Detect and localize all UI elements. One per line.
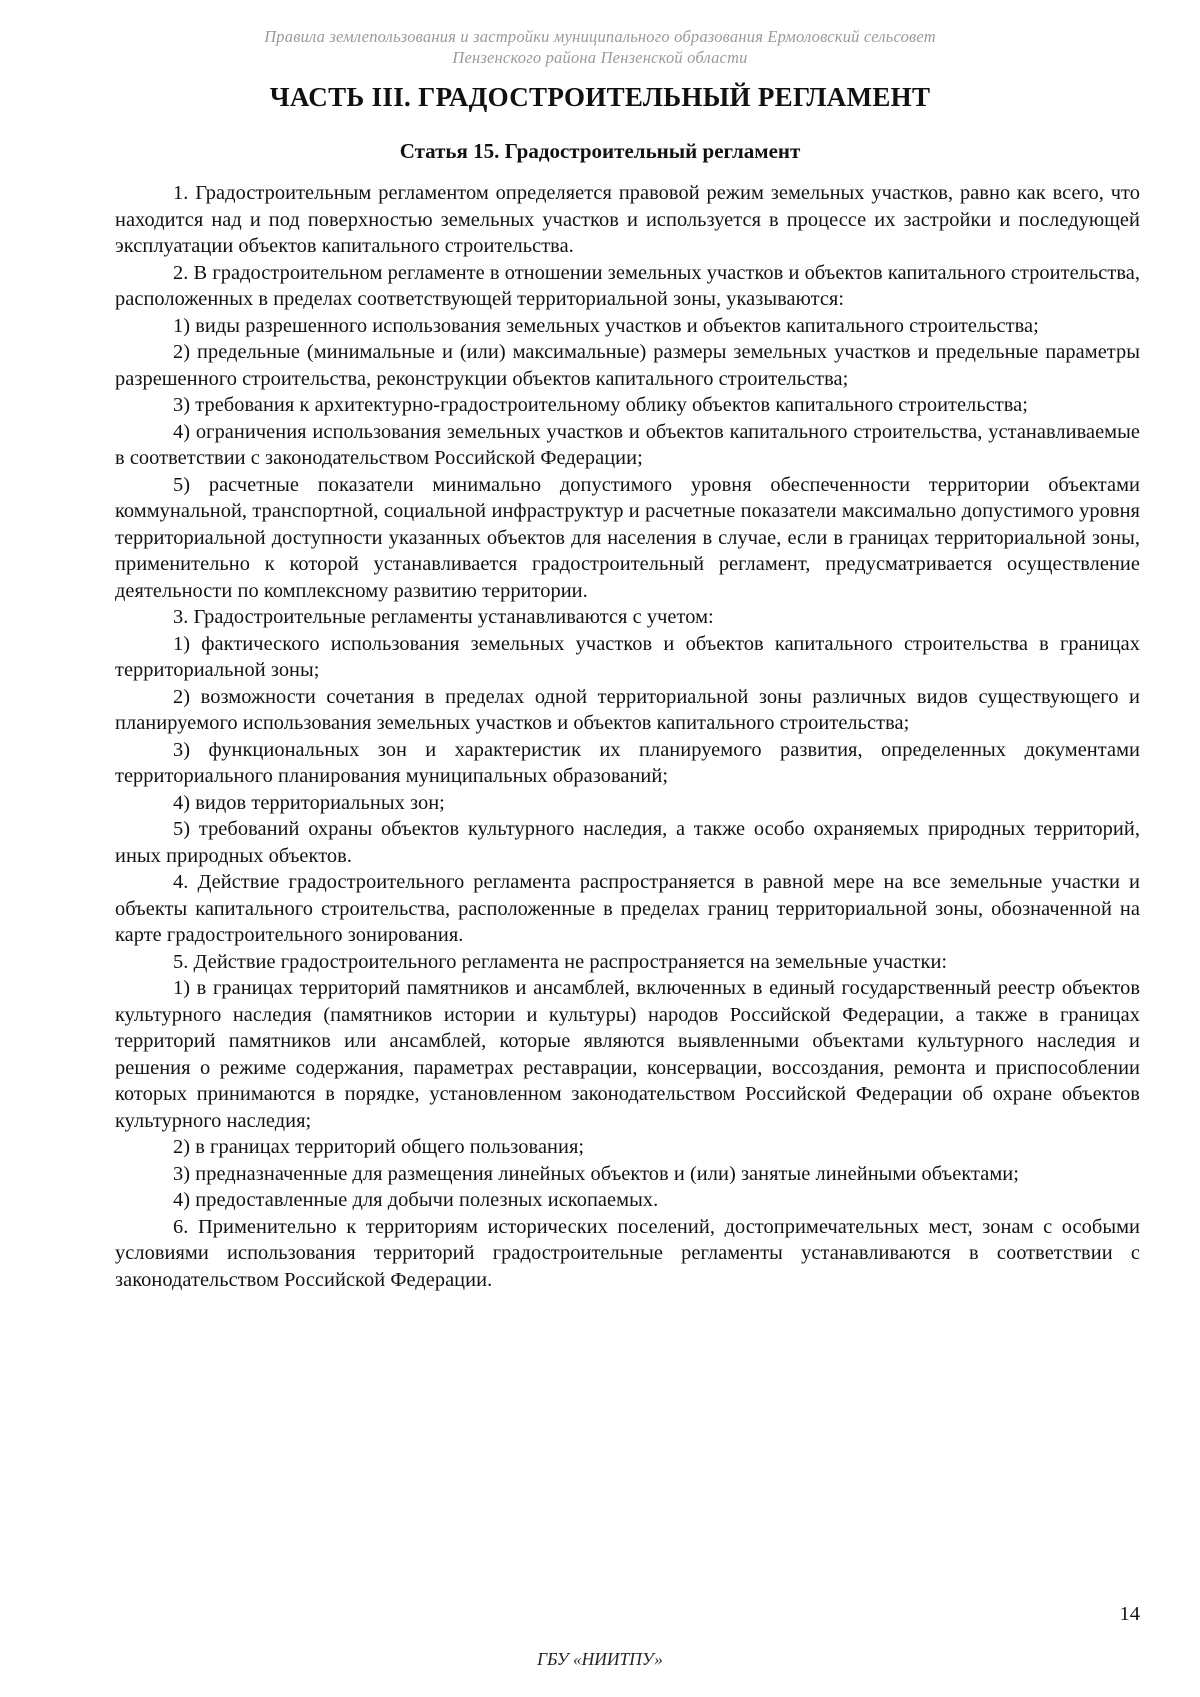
article-title: Статья 15. Градостроительный регламент: [399, 139, 801, 163]
paragraph: 6. Применительно к территориям исторических поселений, достопримечательных мест, зонам с особыми условиями использования территорий градостроительные регламенты устанавливаются в соответствии с законодательством Российской Федерации.: [115, 1215, 1140, 1291]
paragraph: 5. Действие градостроительного регламента не распространяется на земельные участки:: [173, 950, 948, 973]
page-number: 14: [1119, 1603, 1140, 1625]
paragraph: 1. Градостроительным регламентом определяется правовой режим земельных участков, равно как всего, что находится над и под поверхностью земельных участков и используется в процессе их застройки и последующей эксплуатации объектов капитального строительства.: [115, 182, 1140, 257]
list-item: 5) расчетные показатели минимально допустимого уровня обеспеченности территории объектами коммунальной, транспортной, социальной инфраструктур и расчетные показатели максимально допустимого уровня территориальной доступности указанных объектов для населения в случае, если в границах территориальной зоны, применительно к которой устанавливается градостроительный регламент, предусматривается осуществление деятельности по комплексному развитию территории.: [115, 473, 1140, 602]
list-item: 3) функциональных зон и характеристик их планируемого развития, определенных документами территориального планирования муниципальных образований;: [115, 738, 1140, 787]
list-item: 1) виды разрешенного использования земельных участков и объектов капитального строительства;: [173, 314, 1039, 337]
part-title: ЧАСТЬ III. ГРАДОСТРОИТЕЛЬНЫЙ РЕГЛАМЕНТ: [269, 82, 931, 112]
list-item: 2) предельные (минимальные и (или) максимальные) размеры земельных участков и предельные параметры разрешенного строительства, реконструкции объектов капитального строительства;: [115, 341, 1140, 390]
page-footer: ГБУ «НИИТПУ»: [537, 1649, 663, 1669]
list-item: 1) фактического использования земельных участков и объектов капитального строительства в границах территориальной зоны;: [115, 632, 1140, 681]
paragraph: 3. Градостроительные регламенты устанавливаются с учетом:: [173, 606, 714, 628]
article-body: [115, 180, 1140, 1293]
list-item: 5) требований охраны объектов культурного наследия, а также особо охраняемых природных территорий, иных природных объектов.: [115, 818, 1140, 867]
paragraph: 2. В градостроительном регламенте в отношении земельных участков и объектов капитального строительства, расположенных в пределах соответствующей территориальной зоны, указываются:: [115, 261, 1140, 310]
running-header: [0, 26, 1200, 68]
list-item: 1) в границах территорий памятников и ансамблей, включенных в единый государственный реестр объектов культурного наследия (памятников истории и культуры) народов Российской Федерации, а также в границах территорий памятников или ансамблей, которые являются выявленными объектами культурного наследия и решения о режиме содержания, параметрах реставрации, консервации, воссоздания, ремонта и приспособлении которых принимаются в порядке, установленном законодательством Российской Федерации об охране объектов культурного наследия;: [115, 977, 1140, 1132]
running-header-line-1: Правила землепользования и застройки муниципального образования Ермоловский сельсовет: [264, 27, 936, 46]
list-item: 3) предназначенные для размещения линейных объектов и (или) занятые линейными объектами;: [173, 1162, 1019, 1185]
running-header-line-2: Пензенского района Пензенской области: [452, 48, 748, 67]
list-item: 4) предоставленные для добычи полезных ископаемых.: [173, 1189, 659, 1211]
list-item: 4) ограничения использования земельных участков и объектов капитального строительства, устанавливаемые в соответствии с законодательством Российской Федерации;: [115, 420, 1140, 469]
list-item: 2) возможности сочетания в пределах одной территориальной зоны различных видов существующего и планируемого использования земельных участков и объектов капитального строительства;: [115, 685, 1140, 734]
list-item: 3) требования к архитектурно-градостроительному облику объектов капитального строительства;: [173, 394, 1028, 416]
list-item: 2) в границах территорий общего пользования;: [173, 1136, 585, 1158]
paragraph: 4. Действие градостроительного регламента распространяется в равной мере на все земельные участки и объекты капитального строительства, расположенные в пределах границ территориальной зоны, обозначенной на карте градостроительного зонирования.: [115, 871, 1140, 946]
list-item: 4) видов территориальных зон;: [173, 791, 445, 814]
